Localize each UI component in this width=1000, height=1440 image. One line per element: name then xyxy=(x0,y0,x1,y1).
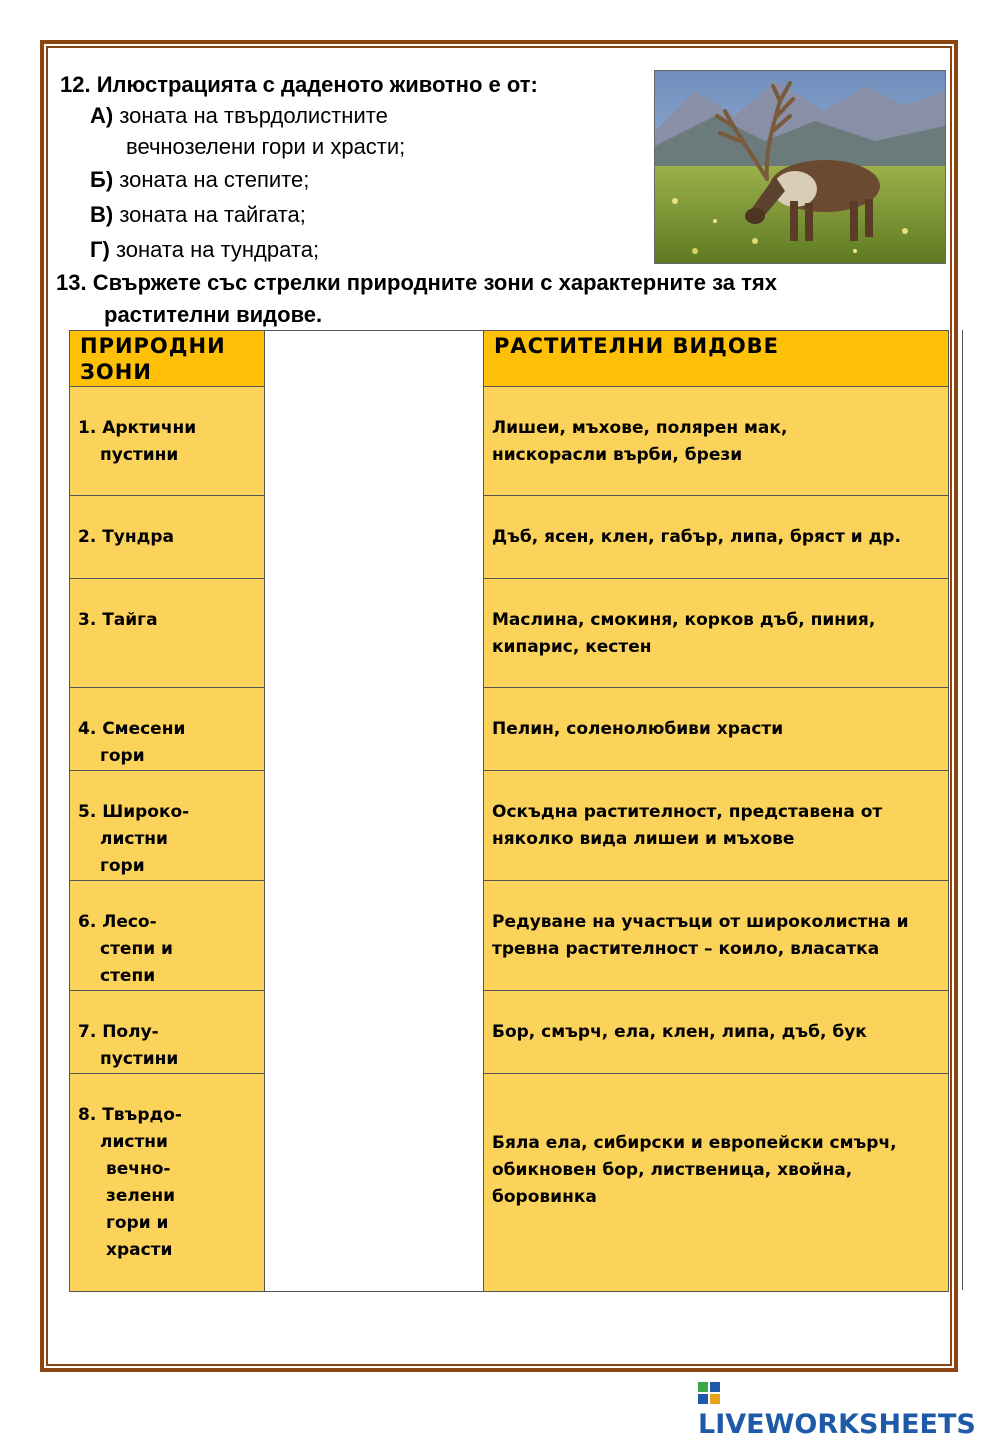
zone-4-line1: 4. Смесени xyxy=(78,719,186,739)
zone-8-line3: вечно- xyxy=(106,1159,171,1179)
zones-header-line1: ПРИРОДНИ xyxy=(80,334,226,358)
zone-cell-5[interactable] xyxy=(70,771,265,881)
liveworksheets-logo[interactable] xyxy=(698,1378,1000,1440)
zone-cell-6[interactable] xyxy=(70,881,265,991)
zone-cell-1[interactable] xyxy=(70,387,265,496)
option-c[interactable] xyxy=(90,202,306,228)
plants-cell-3[interactable] xyxy=(484,579,949,688)
plants-cell-4[interactable] xyxy=(484,688,949,771)
arrow-area[interactable] xyxy=(265,331,484,1292)
zone-2-line1: 2. Тундра xyxy=(78,527,174,547)
option-a[interactable] xyxy=(90,103,388,129)
option-d[interactable] xyxy=(90,237,319,263)
plants-cell-8[interactable] xyxy=(484,1074,949,1292)
plants-4-line1: Пелин, соленолюбиви храсти xyxy=(492,719,784,739)
option-c-letter: В) xyxy=(90,202,114,227)
zone-cell-3[interactable] xyxy=(70,579,265,688)
zone-cell-8[interactable] xyxy=(70,1074,265,1292)
zone-8-line2: листни xyxy=(100,1132,168,1152)
zone-1-line1: 1. Арктични xyxy=(78,418,197,438)
plants-5-line1: Оскъдна растителност, представена от xyxy=(492,802,883,822)
zone-6-line1: 6. Лесо- xyxy=(78,912,157,932)
zone-4-line2: гори xyxy=(100,746,145,766)
plants-cell-5[interactable] xyxy=(484,771,949,881)
option-b-text: зоната на степите; xyxy=(119,167,310,192)
zone-6-line3: степи xyxy=(100,966,156,986)
plants-cell-1[interactable] xyxy=(484,387,949,496)
option-b-letter: Б) xyxy=(90,167,114,192)
plants-2-line1: Дъб, ясен, клен, габър, липа, бряст и др. xyxy=(492,527,901,547)
option-d-text: зоната на тундрата; xyxy=(115,237,320,262)
zone-8-line1: 8. Твърдо- xyxy=(78,1105,182,1125)
zone-cell-7[interactable] xyxy=(70,991,265,1074)
zone-8-line5: гори и xyxy=(106,1213,169,1233)
zone-5-line3: гори xyxy=(100,856,145,876)
plants-8-line1: Бяла ела, сибирски и европейски смърч, xyxy=(492,1133,897,1153)
reindeer-photo xyxy=(654,70,946,264)
zone-8-line4: зелени xyxy=(106,1186,176,1206)
zone-cell-2[interactable] xyxy=(70,496,265,579)
plants-1-line2: нискорасли върби, брези xyxy=(492,445,743,465)
option-a-letter: А) xyxy=(90,103,114,128)
plants-cell-2[interactable] xyxy=(484,496,949,579)
zone-6-line2: степи и xyxy=(100,939,173,959)
reindeer-illustration xyxy=(655,71,945,263)
plants-3-line1: Маслина, смокиня, корков дъб, пиния, xyxy=(492,610,876,630)
zones-header xyxy=(70,331,265,387)
liveworksheets-logo-text: LIVEWORKSHEETS xyxy=(698,1409,976,1440)
option-a-text: зоната на твърдолистните xyxy=(119,103,388,128)
matching-table xyxy=(69,330,949,1292)
zone-1-line2: пустини xyxy=(100,445,179,465)
plants-header-text: РАСТИТЕЛНИ ВИДОВЕ xyxy=(494,334,780,358)
zone-cell-4[interactable] xyxy=(70,688,265,771)
plants-header xyxy=(484,331,949,387)
plants-1-line1: Лишеи, мъхове, полярен мак, xyxy=(492,418,788,438)
plants-8-line3: боровинка xyxy=(492,1187,597,1207)
liveworksheets-logo-icon xyxy=(698,1382,720,1404)
question-13-title-line2: растителни видове. xyxy=(104,302,323,327)
plants-cell-7[interactable] xyxy=(484,991,949,1074)
zone-8-line6: храсти xyxy=(106,1240,173,1260)
zone-5-line1: 5. Широко- xyxy=(78,802,190,822)
plants-6-line2: тревна растителност – коило, власатка xyxy=(492,939,880,959)
plants-6-line1: Редуване на участъци от широколистна и xyxy=(492,912,909,932)
option-b[interactable] xyxy=(90,167,309,193)
zone-3-line1: 3. Тайга xyxy=(78,610,158,630)
plants-3-line2: кипарис, кестен xyxy=(492,637,652,657)
zone-7-line1: 7. Полу- xyxy=(78,1022,159,1042)
plants-5-line2: няколко вида лишеи и мъхове xyxy=(492,829,795,849)
zone-7-line2: пустини xyxy=(100,1049,179,1069)
question-13-title-line1: 13. Свържете със стрелки природните зони с характерните за тях xyxy=(56,270,777,295)
table-right-edge xyxy=(948,330,963,1290)
option-a-text-line2: вечнозелени гори и храсти; xyxy=(126,134,406,159)
question-12-title: 12. Илюстрацията с даденото животно е от: xyxy=(60,72,538,97)
plants-cell-6[interactable] xyxy=(484,881,949,991)
plants-8-line2: обикновен бор, лиственица, хвойна, xyxy=(492,1160,853,1180)
zones-header-line2: ЗОНИ xyxy=(80,360,152,384)
plants-7-line1: Бор, смърч, ела, клен, липа, дъб, бук xyxy=(492,1022,867,1042)
option-c-text: зоната на тайгата; xyxy=(119,202,306,227)
zone-5-line2: листни xyxy=(100,829,168,849)
option-d-letter: Г) xyxy=(90,237,110,262)
